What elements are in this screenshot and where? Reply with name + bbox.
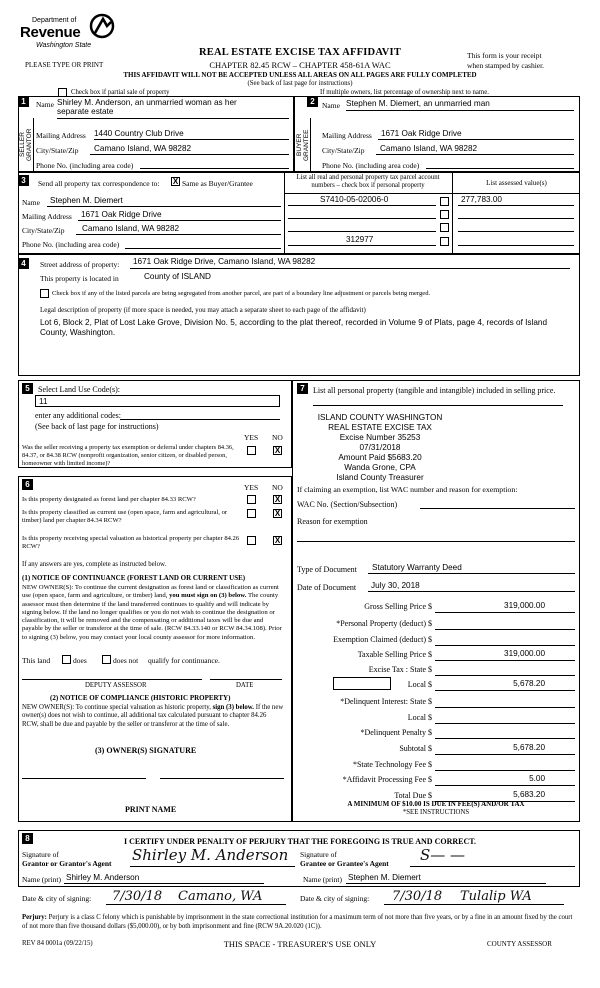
fee-label: Local $ — [407, 680, 432, 689]
grantee-date[interactable]: 7/30/18 — [392, 889, 443, 904]
land-use-code[interactable]: 11 — [35, 395, 280, 407]
fee-label: *Personal Property (deduct) $ — [336, 619, 432, 628]
s5-no-header: NO — [272, 433, 283, 442]
dept-of-label: Department of — [32, 17, 77, 24]
located-in-label: This property is located in — [40, 274, 119, 283]
seller-city-label: City/State/Zip — [36, 146, 79, 155]
grantor-city[interactable]: Camano, WA — [178, 889, 263, 904]
fee-value[interactable]: 319,000.00 — [504, 649, 545, 658]
form-chapter: CHAPTER 82.45 RCW – CHAPTER 458-61A WAC — [209, 60, 391, 70]
current-use-no-checkbox[interactable]: X — [274, 509, 281, 518]
fee-value[interactable]: 5.00 — [529, 774, 545, 783]
same-as-buyer-label: Same as Buyer/Grantee — [182, 179, 253, 188]
buyer-address-label: Mailing Address — [322, 131, 372, 140]
corr-address[interactable]: 1671 Oak Ridge Drive — [81, 210, 162, 219]
corr-name[interactable]: Stephen M. Diemert — [50, 196, 123, 205]
section-7-number: 7 — [297, 383, 308, 394]
deputy-assessor-label: DEPUTY ASSESSOR — [85, 682, 147, 689]
washington-state-label: Washington State — [36, 42, 92, 49]
section-8-number: 8 — [22, 833, 33, 844]
buyer-grantee-label: BUYER GRANTEE — [296, 129, 310, 161]
land-use-see-back: (See back of last page for instructions) — [35, 422, 159, 431]
see-back-note: (See back of last page for instructions) — [247, 80, 353, 87]
notice-continuance-body — [22, 584, 282, 642]
historic-no-checkbox[interactable]: X — [274, 536, 281, 545]
buyer-name[interactable]: Stephen M. Diemert, an unmarried man — [346, 99, 490, 108]
current-use-yes-checkbox[interactable] — [247, 509, 256, 518]
fee-label: *Delinquent Interest: State $ — [340, 697, 432, 706]
local-box[interactable] — [333, 677, 391, 690]
does-label: does — [73, 656, 87, 665]
receipt-note-1: This form is your receipt — [467, 51, 542, 60]
parcel-number-4[interactable]: 312977 — [346, 235, 374, 244]
fee-label: Local $ — [407, 713, 432, 722]
seller-name-line-2[interactable]: separate estate — [57, 107, 114, 116]
form-revision: REV 84 0001a (09/22/15) — [22, 940, 93, 947]
notice-compliance-body — [22, 704, 284, 729]
section-1-number: 1 — [18, 96, 29, 107]
deputy-date-label: DATE — [236, 682, 254, 689]
personal-property-checkbox-3[interactable] — [440, 223, 449, 232]
grantor-signature[interactable]: Shirley M. Anderson — [132, 846, 289, 864]
seller-phone-label: Phone No. (including area code) — [36, 161, 134, 170]
grantor-date-label: Date & city of signing: — [22, 894, 92, 903]
forest-yes-checkbox[interactable] — [247, 495, 256, 504]
section-4-box — [18, 254, 580, 376]
corr-city-label: City/State/Zip — [22, 226, 65, 235]
section-6-number: 6 — [22, 479, 33, 490]
buyer-name-label: Name — [322, 101, 340, 110]
current-use-question: Is this property classified as current use (open space, farm and agricultural, or timber) land per chapter 84.34 RCW? — [22, 509, 228, 524]
land-does-not-checkbox[interactable] — [102, 655, 111, 664]
grantee-signature[interactable]: S— — — [420, 846, 466, 864]
if-yes-instruction: If any answers are yes, complete as instructed below. — [22, 561, 167, 568]
fee-label: Taxable Selling Price $ — [357, 650, 432, 659]
segregated-checkbox[interactable] — [40, 289, 49, 298]
treasurer-use-label: THIS SPACE - TREASURER'S USE ONLY — [223, 939, 377, 949]
form-title: REAL ESTATE EXCISE TAX AFFIDAVIT — [198, 47, 402, 58]
wac-label: WAC No. (Section/Subsection) — [297, 500, 398, 509]
segregated-label: Check box if any of the listed parcels are being segregated from another parcel, are part of a boundary line adjustment or parcels being merged. — [52, 290, 431, 297]
print-name-label: PRINT NAME — [125, 805, 177, 814]
section-3-number: 3 — [18, 175, 29, 186]
perjury-text: Perjury is a class C felony which is punishable by imprisonment in the state correctional institution for a maximum term of not more than five years, or by a fine in an amount fixed by the court of not more than five thousand dollars ($5,000.00), or by both imprisonment and fine (RCW 9A.20.020 (1C)). — [22, 914, 573, 930]
does-not-label: does not — [113, 656, 139, 665]
personal-property-checkbox-1[interactable] — [440, 197, 449, 206]
grantee-print-label: Name (print) — [303, 875, 342, 884]
qualify-label: qualify for continuance. — [148, 656, 220, 665]
buyer-address[interactable]: 1671 Oak Ridge Drive — [381, 129, 462, 138]
notice-compliance-heading: (2) NOTICE OF COMPLIANCE (HISTORIC PROPERTY) — [50, 694, 231, 702]
grantor-sig-label — [22, 850, 112, 868]
county-assessor-label: COUNTY ASSESSOR — [487, 940, 552, 948]
notice-body-c: The county assessor must then determine if the land transferred continues to qualify and will indicate by signing below. If the land no longer qualifies or you do not wish to continue the designation or classification, it will be removed and the compensating or additional taxes will be due and payable by the seller or transferor at the time of sale. (RCW 84.33.140 or RCW 84.34.108). Prior to signing (3) below, you may contact your local county assessor for more information. — [22, 592, 282, 641]
seller-city[interactable]: Camano Island, WA 98282 — [94, 144, 192, 153]
fee-value[interactable]: 5,683.20 — [513, 790, 545, 799]
send-correspondence-label: Send all property tax correspondence to: — [38, 179, 160, 188]
fee-label: Total Due $ — [394, 791, 432, 800]
exemption-question: Was the seller receiving a property tax exemption or deferral under chapters 84.36, 84.37, or 84.38 RCW (nonprofit organization, senior citizen, or disabled person, homeowner with limited income)? — [22, 444, 234, 467]
fee-label: *Delinquent Penalty $ — [360, 728, 432, 737]
grantor-date[interactable]: 7/30/18 — [112, 889, 163, 904]
street-address-label: Street address of property: — [40, 260, 120, 269]
fee-label: Gross Selling Price $ — [364, 602, 432, 611]
personal-property-label: List all personal property (tangible and intangible) included in selling price. — [313, 386, 556, 395]
this-land-label: This land — [22, 656, 51, 665]
stamp-line-7: Island County Treasurer — [336, 473, 424, 482]
s6-no-header: NO — [272, 483, 283, 492]
buyer-phone-label: Phone No. (including area code) — [322, 161, 420, 170]
notice-continuance-heading: (1) NOTICE OF CONTINUANCE (FOREST LAND OR CURRENT USE) — [22, 574, 246, 582]
reason-label: Reason for exemption — [297, 517, 368, 526]
see-instructions-note: *SEE INSTRUCTIONS — [402, 809, 470, 816]
grantor-sig-label-1: Signature of — [22, 850, 59, 859]
section-5-number: 5 — [22, 383, 33, 394]
fee-label: *State Technology Fee $ — [352, 760, 432, 769]
warning-text: THIS AFFIDAVIT WILL NOT BE ACCEPTED UNLESS ALL AREAS ON ALL PAGES ARE FULLY COMPLETED — [123, 71, 477, 79]
corr-name-label: Name — [22, 198, 40, 207]
compliance-body-c: If the new owner(s) does not wish to continue, all additional tax calculated pursuant to chapter 84.26 RCW, shall be due and payable by the seller or transferor at the time of sale. — [22, 704, 284, 728]
treasurer-stamp — [305, 413, 455, 483]
fee-value[interactable]: 319,000.00 — [504, 601, 545, 610]
located-in[interactable]: County of ISLAND — [144, 272, 211, 281]
exemption-yes-checkbox[interactable] — [247, 446, 256, 455]
seller-address-label: Mailing Address — [36, 131, 86, 140]
personal-property-checkbox-4[interactable] — [440, 237, 449, 246]
minimum-fee-note: A MINIMUM OF $10.00 IS DUE IN FEE(S) AND/OR TAX — [347, 800, 525, 808]
assessed-values-header: List assessed value(s) — [486, 179, 547, 187]
multiple-owners-note: If multiple owners, list percentage of ownership next to name. — [320, 89, 489, 96]
forest-land-question: Is this property designated as forest land per chapter 84.33 RCW? — [22, 496, 196, 503]
partial-sale-label: Check box if partial sale of property — [71, 89, 170, 96]
claiming-exemption-label: If claiming an exemption, list WAC number and reason for exemption: — [297, 485, 518, 494]
stamp-line-6: Wanda Grone, CPA — [344, 463, 416, 472]
grantee-city[interactable]: Tulalip WA — [460, 889, 532, 904]
historic-question: Is this property receiving special valuation as historical property per chapter 84.26 RCW? — [22, 535, 240, 550]
fee-label: Excise Tax : State $ — [368, 665, 432, 674]
corr-phone-label: Phone No. (including area code) — [22, 240, 120, 249]
seller-name-label: Name — [36, 100, 54, 109]
section-2-number: 2 — [307, 96, 318, 107]
exemption-no-checkbox[interactable]: X — [274, 446, 281, 455]
seller-address[interactable]: 1440 Country Club Drive — [94, 129, 184, 138]
fee-value[interactable]: 5,678.20 — [513, 679, 545, 688]
doc-type[interactable]: Statutory Warranty Deed — [372, 563, 462, 572]
compliance-body-a: NEW OWNER(S): To continue special valuation as historic property, — [22, 704, 211, 711]
s5-yes-header: YES — [244, 433, 259, 442]
stamp-line-4: 07/31/2018 — [359, 443, 401, 452]
buyer-city[interactable]: Camano Island, WA 98282 — [380, 144, 478, 153]
seller-grantor-label: SELLER GRANTOR — [19, 128, 33, 162]
land-use-label: Select Land Use Code(s): — [38, 385, 120, 394]
grantor-print-label: Name (print) — [22, 875, 61, 884]
parcel-number-1[interactable]: S7410-05-02006-0 — [320, 195, 389, 204]
doc-type-label: Type of Document — [297, 565, 357, 574]
owner-signature-label: (3) OWNER(S) SIGNATURE — [95, 746, 197, 755]
stamp-line-1: ISLAND COUNTY WASHINGTON — [317, 413, 443, 422]
land-does-checkbox[interactable] — [62, 655, 71, 664]
fee-label: Exemption Claimed (deduct) $ — [333, 635, 432, 644]
buyer-city-label: City/State/Zip — [322, 146, 365, 155]
stamp-line-5: Amount Paid $5683.20 — [338, 453, 422, 462]
revenue-label: Revenue — [20, 24, 81, 41]
forest-no-checkbox[interactable]: X — [274, 495, 281, 504]
grantor-print-name[interactable]: Shirley M. Anderson — [66, 873, 140, 882]
compliance-body-b: sign (3) below. — [212, 704, 254, 711]
parcel-list-header: List all real and personal property tax parcel account numbers – check box if personal property — [296, 174, 440, 189]
perjury-label: Perjury: — [22, 914, 47, 921]
grantee-sig-label — [300, 850, 389, 868]
doc-date[interactable]: July 30, 2018 — [371, 581, 420, 590]
receipt-note-2: when stamped by cashier. — [467, 61, 545, 70]
grantee-print-name[interactable]: Stephen M. Diemert — [348, 873, 421, 882]
corr-address-label: Mailing Address — [22, 212, 72, 221]
grantee-sig-label-2: Grantee or Grantee's Agent — [300, 859, 389, 868]
grantee-date-label: Date & city of signing: — [300, 894, 370, 903]
section-4-number: 4 — [18, 258, 29, 269]
stamp-line-2: REAL ESTATE EXCISE TAX — [328, 423, 432, 432]
corr-city[interactable]: Camano Island, WA 98282 — [82, 224, 180, 233]
notice-body-a: NEW OWNER(S): To continue the current designation as forest land or classification as current use (open space, farm and agriculture, or timber) land, — [22, 584, 279, 600]
perjury-statement — [22, 914, 577, 931]
assessed-value-1[interactable]: 277,783.00 — [461, 195, 502, 204]
dor-emblem-icon — [88, 13, 116, 39]
same-as-buyer-checkbox[interactable]: X — [172, 177, 179, 186]
stamp-line-3: Excise Number 35253 — [339, 433, 421, 442]
s6-yes-header: YES — [244, 483, 259, 492]
street-address[interactable]: 1671 Oak Ridge Drive, Camano Island, WA 98282 — [133, 257, 316, 266]
fee-label: Subtotal $ — [399, 744, 432, 753]
legal-description[interactable]: Lot 6, Block 2, Plat of Lost Lake Grove, Division No. 5, according to the plat thereof, recorded in Volume 9 of Plats, page 4, records of Island County, Washington. — [40, 318, 547, 337]
additional-codes-label: enter any additional codes: — [35, 411, 121, 420]
seller-name[interactable]: Shirley M. Anderson, an unmarried woman as her — [57, 98, 237, 107]
section-6-box — [18, 476, 292, 822]
personal-property-checkbox-2[interactable] — [440, 210, 449, 219]
historic-yes-checkbox[interactable] — [247, 536, 256, 545]
fee-label: *Affidavit Processing Fee $ — [342, 775, 432, 784]
doc-date-label: Date of Document — [297, 583, 357, 592]
notice-body-b: you must sign on (3) below. — [169, 592, 247, 600]
legal-description-label: Legal description of property (if more space is needed, you may attach a separate sheet to each page of the affidavit) — [40, 306, 366, 314]
please-type-label: PLEASE TYPE OR PRINT — [25, 61, 104, 69]
grantor-sig-label-2: Grantor or Grantor's Agent — [22, 859, 112, 868]
fee-value[interactable]: 5,678.20 — [513, 743, 545, 752]
grantee-sig-label-1: Signature of — [300, 850, 337, 859]
certify-statement: I CERTIFY UNDER PENALTY OF PERJURY THAT THE FOREGOING IS TRUE AND CORRECT. — [123, 837, 476, 846]
